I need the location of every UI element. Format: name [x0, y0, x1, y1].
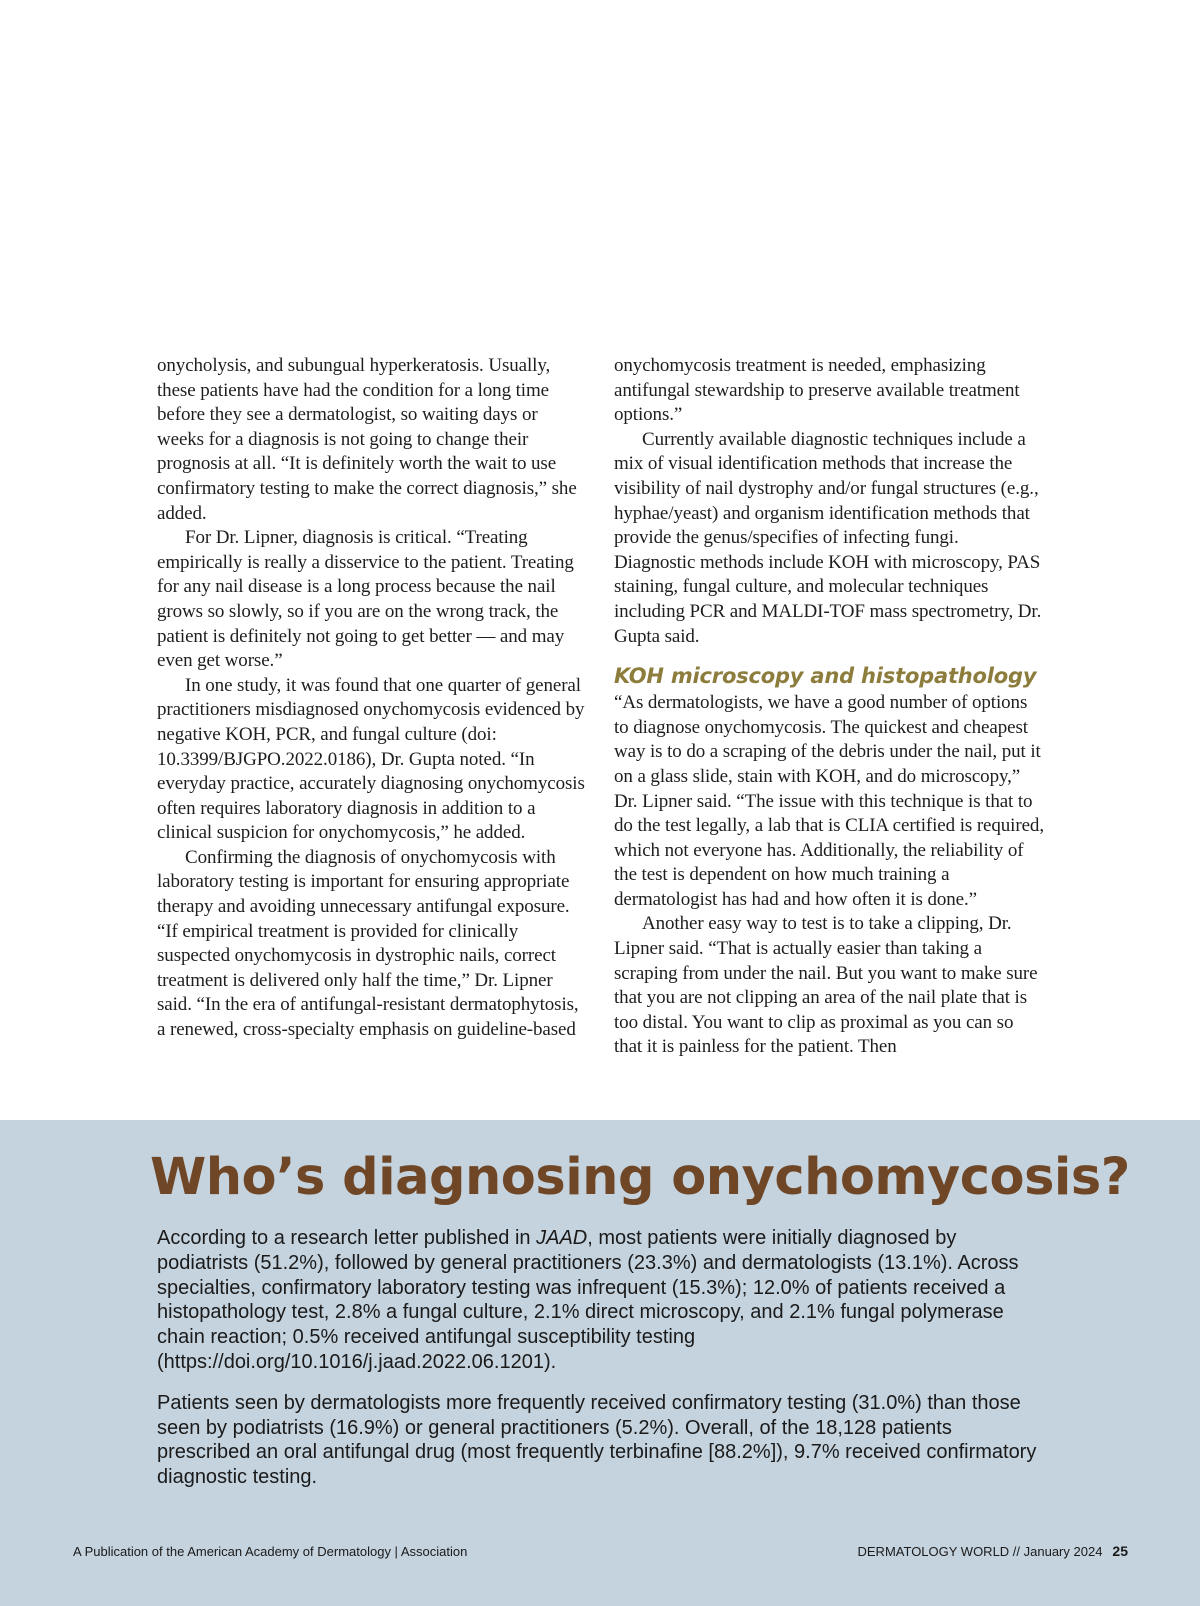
sidebar-text: , most patients were initially diagnosed by podiatrists (51.2%), followed by general practitioners (23.3%) and dermatologists (13.1%). Across specialties, confirmatory laboratory testing was infrequent (15.3%); 12.0% of patients received a histopathology test, 2.8% a fungal culture, 2.1% direct microscopy, and 2.1% fungal polymerase chain reaction; 0.5% received antifungal susceptibility testing (https://doi.org/10.1016/j.jaad.2022.06.1201).: [157, 1227, 1019, 1373]
page-number: 25: [1112, 1543, 1128, 1559]
paragraph: For Dr. Lipner, diagnosis is critical. “Treating empirically is really a disservice to the patient. Treating for any nail disease is a long process because the nail grows so slowly, so if you are on the wrong track, the patient is definitely not going to get better — and may even get worse.”: [157, 527, 574, 672]
paragraph: onychomycosis treatment is needed, emphasizing antifungal stewardship to preserve available treatment options.”: [614, 355, 1020, 426]
sidebar-box: [0, 1120, 1200, 1606]
paragraph: “As dermatologists, we have a good number of options to diagnose onychomycosis. The quickest and cheapest way is to do a scraping of the debris under the nail, put it on a glass slide, stain with KOH, and do microscopy,” Dr. Lipner said. “The issue with this technique is that to do the test legally, a lab that is CLIA certified is required, which not everyone has. Additionally, the reliability of the test is dependent on how much training a dermatologist has had and how often it is done.”: [614, 692, 1044, 910]
paragraph: onycholysis, and subungual hyperkeratosis. Usually, these patients have had the condition for a long time before they see a dermatologist, so waiting days or weeks for a diagnosis is not going to change their prognosis at all. “It is definitely worth the wait to use confirmatory testing to make the correct diagnosis,” she added.: [157, 355, 577, 524]
footer-publisher: A Publication of the American Academy of Dermatology | Association: [73, 1544, 468, 1559]
sidebar-text: According to a research letter published in: [157, 1227, 537, 1249]
section-subhead: KOH microscopy and histopathology: [614, 664, 1037, 689]
paragraph: Confirming the diagnosis of onychomycosis with laboratory testing is important for ensuring appropriate therapy and avoiding unnecessary antifungal exposure. “If empirical treatment is provided for clinically suspected onychomycosis in dystrophic nails, correct treatment is delivered only half the time,” Dr. Lipner said. “In the era of antifungal-resistant dermatophytosis, a renewed, cross-specialty emphasis on guideline-based: [157, 846, 579, 1041]
sidebar-title: Who’s diagnosing onychomycosis?: [150, 1148, 1130, 1207]
paragraph: Currently available diagnostic techniques include a mix of visual identification methods that increase the visibility of nail dystrophy and/or fungal structures (e.g., hyphae/yeast) and organism identification methods that provide the genus/specifies of infecting fungi. Diagnostic methods include KOH with microscopy, PAS staining, fungal culture, and molecular techniques including PCR and MALDI-TOF mass spectrometry, Dr. Gupta said.: [614, 428, 1042, 647]
paragraph: In one study, it was found that one quarter of general practitioners misdiagnosed onychomycosis evidenced by negative KOH, PCR, and fungal culture (doi: 10.3399/BJGPO.2022.0186), Dr. Gupta noted. “In everyday practice, accurately diagnosing onychomycosis often requires laboratory diagnosis in addition to a clinical suspicion for onychomycosis,” he added.: [157, 674, 585, 844]
article-columns: [157, 354, 1044, 1096]
footer-issue-label: DERMATOLOGY WORLD // January 2024: [857, 1544, 1103, 1559]
page-footer: [73, 1543, 1128, 1559]
article-right-column: [614, 354, 1044, 1096]
journal-name: JAAD: [536, 1227, 588, 1249]
sidebar-body: [157, 1226, 1037, 1506]
paragraph: Another easy way to test is to take a clipping, Dr. Lipner said. “That is actually easier than taking a scraping from under the nail. But you want to make sure that you are not clipping an area of the nail plate that is too distal. You want to clip as proximal as you can so that it is painless for the patient. Then: [614, 913, 1038, 1058]
sidebar-paragraph: Patients seen by dermatologists more frequently received confirmatory testing (31.0%) than those seen by podiatrists (16.9%) or general practitioners (5.2%). Overall, of the 18,128 patients prescribed an oral antifungal drug (most frequently terbinafine [88.2%]), 9.7% received confirmatory diagnostic testing.: [157, 1391, 1037, 1489]
footer-issue: [858, 1543, 1129, 1559]
sidebar-paragraph: [157, 1226, 1037, 1375]
article-left-column: [157, 354, 587, 1096]
